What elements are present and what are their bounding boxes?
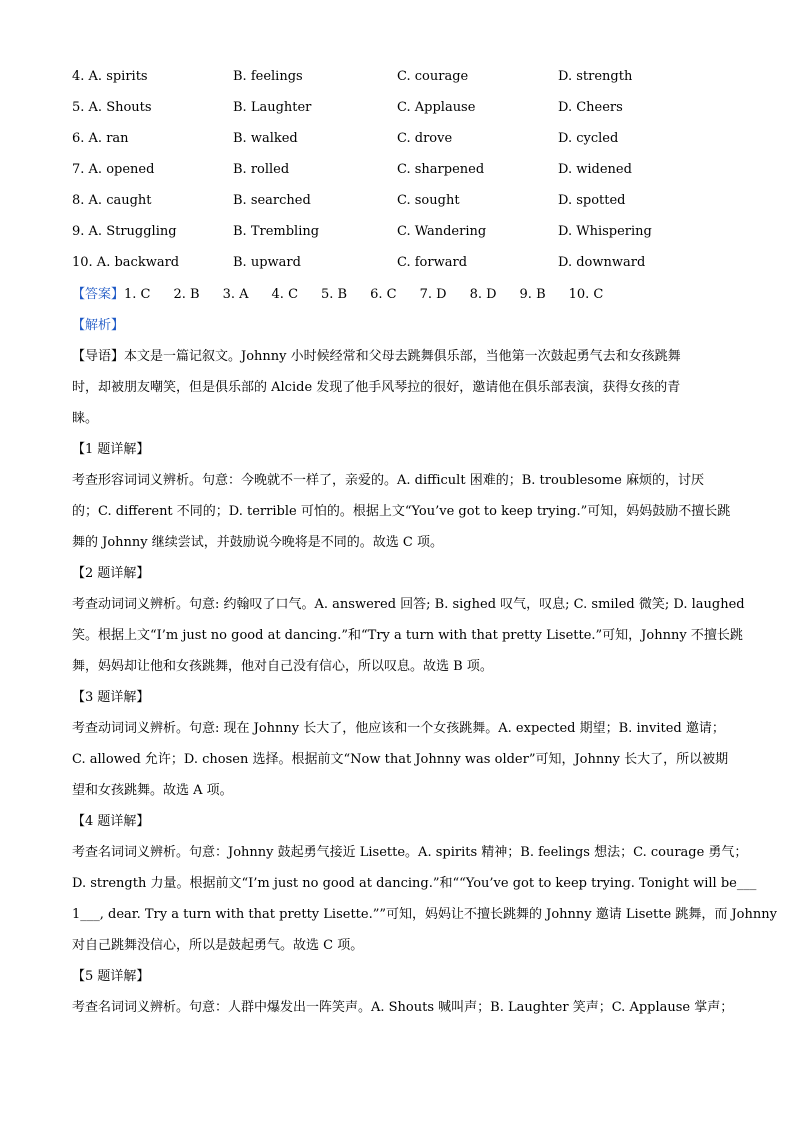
answer-list	[124, 287, 603, 302]
option-b: B. feelings	[233, 69, 303, 84]
option-d: D. strength	[558, 69, 633, 84]
answer-item: 4. C	[271, 287, 299, 302]
option-c: C. forward	[397, 255, 468, 270]
text-line: 考查名词词义辨析。句意：人群中爆发出一阵笑声。A. Shouts 喊叫声；B. Laughter 笑声；C. Applause 掌声；	[72, 1000, 734, 1015]
text-line: 时，却被朋友嘲笑，但是俱乐部的 Alcide 发现了他手风琴拉的很好，邀请他在俱乐部表演，获得女孩的青	[72, 380, 681, 395]
text-line: 笑。根据上文“I’m just no good at dancing.”和“Try a turn with that pretty Lisette.”可知，Johnny 不擅长跳	[72, 628, 743, 643]
option-c: C. sharpened	[397, 162, 485, 177]
text-line: 舞，妈妈却让他和女孩跳舞，他对自己没有信心，所以叹息。故选 B 项。	[72, 659, 493, 674]
option-b: B. upward	[233, 255, 301, 270]
option-row	[72, 190, 722, 212]
text-line: 舞的 Johnny 继续尝试，并鼓励说今晚将是不同的。故选 C 项。	[72, 535, 443, 550]
option-d: D. widened	[558, 162, 632, 177]
option-row	[72, 159, 722, 181]
option-a: 10. A. backward	[72, 255, 180, 270]
option-row	[72, 97, 722, 119]
answer-item: 2. B	[173, 287, 200, 302]
text-line: 【5 题详解】	[72, 969, 150, 984]
option-d: D. downward	[558, 255, 646, 270]
text-line: 对自己跳舞没信心，所以是鼓起勇气。故选 C 项。	[72, 938, 364, 953]
answer-item: 8. D	[469, 287, 497, 302]
option-b: B. searched	[233, 193, 311, 208]
answer-item: 6. C	[370, 287, 397, 302]
option-b: B. walked	[233, 131, 298, 146]
text-line: 【2 题详解】	[72, 566, 150, 581]
option-a: 7. A. opened	[72, 162, 155, 177]
answer-line	[72, 284, 724, 306]
analysis-label-line	[72, 315, 724, 337]
answer-item: 5. B	[321, 287, 348, 302]
option-row	[72, 128, 722, 150]
text-line: 考查动词词义辨析。句意: 现在 Johnny 长大了，他应该和一个女孩跳舞。A. expected 期望；B. invited 邀请；	[72, 721, 725, 736]
option-b: B. Trembling	[233, 224, 320, 239]
option-b: B. Laughter	[233, 100, 312, 115]
text-line: 考查动词词义辨析。句意: 约翰叹了口气。A. answered 回答; B. sighed 叹气，叹息; C. smiled 微笑; D. laughed	[72, 597, 745, 612]
option-a: 4. A. spirits	[72, 69, 148, 84]
option-c: C. Applause	[397, 100, 476, 115]
option-d: D. Cheers	[558, 100, 623, 115]
option-a: 6. A. ran	[72, 131, 129, 146]
option-row	[72, 252, 722, 274]
answer-item: 9. B	[519, 287, 546, 302]
answer-item: 10. C	[568, 287, 604, 302]
option-d: D. Whispering	[558, 224, 652, 239]
text-line: D. strength 力量。根据前文“I’m just no good at dancing.”和““You’ve got to keep trying. Tonight will be___	[72, 876, 757, 891]
option-a: 5. A. Shouts	[72, 100, 152, 115]
text-line: 【4 题详解】	[72, 814, 150, 829]
text-line: 【3 题详解】	[72, 690, 150, 705]
text-line: 【1 题详解】	[72, 442, 150, 457]
text-line: 【导语】本文是一篇记叙文。Johnny 小时候经常和父母去跳舞俱乐部，当他第一次鼓起勇气去和女孩跳舞	[72, 349, 681, 364]
answer-item: 1. C	[124, 287, 151, 302]
option-c: C. drove	[397, 131, 453, 146]
answer-item: 7. D	[419, 287, 447, 302]
option-d: D. cycled	[558, 131, 619, 146]
option-c: C. courage	[397, 69, 469, 84]
option-c: C. Wandering	[397, 224, 487, 239]
text-line: 考查名词词义辨析。句意：Johnny 鼓起勇气接近 Lisette。A. spirits 精神；B. feelings 想法；C. courage 勇气；	[72, 845, 748, 860]
option-b: B. rolled	[233, 162, 290, 177]
text-line: 考查形容词词义辨析。句意：今晚就不一样了，亲爱的。A. difficult 困难的；B. troublesome 麻烦的，讨厌	[72, 473, 704, 488]
option-a: 8. A. caught	[72, 193, 152, 208]
option-c: C. sought	[397, 193, 460, 208]
text-line: 睐。	[72, 411, 99, 426]
option-a: 9. A. Struggling	[72, 224, 177, 239]
text-line: C. allowed 允许；D. chosen 选择。根据前文“Now that Johnny was older”可知，Johnny 长大了，所以被期	[72, 752, 729, 767]
answer-item: 3. A	[222, 287, 249, 302]
option-row	[72, 66, 722, 88]
option-row	[72, 221, 722, 243]
answer-label: 【答案】	[72, 287, 125, 302]
analysis-label: 【解析】	[72, 318, 125, 333]
option-d: D. spotted	[558, 193, 626, 208]
text-line: 1___, dear. Try a turn with that pretty Lisette.””可知，妈妈让不擅长跳舞的 Johnny 邀请 Lisette 跳舞，而 Johnny	[72, 907, 777, 922]
text-line: 的；C. different 不同的；D. terrible 可怕的。根据上文“You’ve got to keep trying.”可知，妈妈鼓励不擅长跳	[72, 504, 731, 519]
text-line: 望和女孩跳舞。故选 A 项。	[72, 783, 233, 798]
